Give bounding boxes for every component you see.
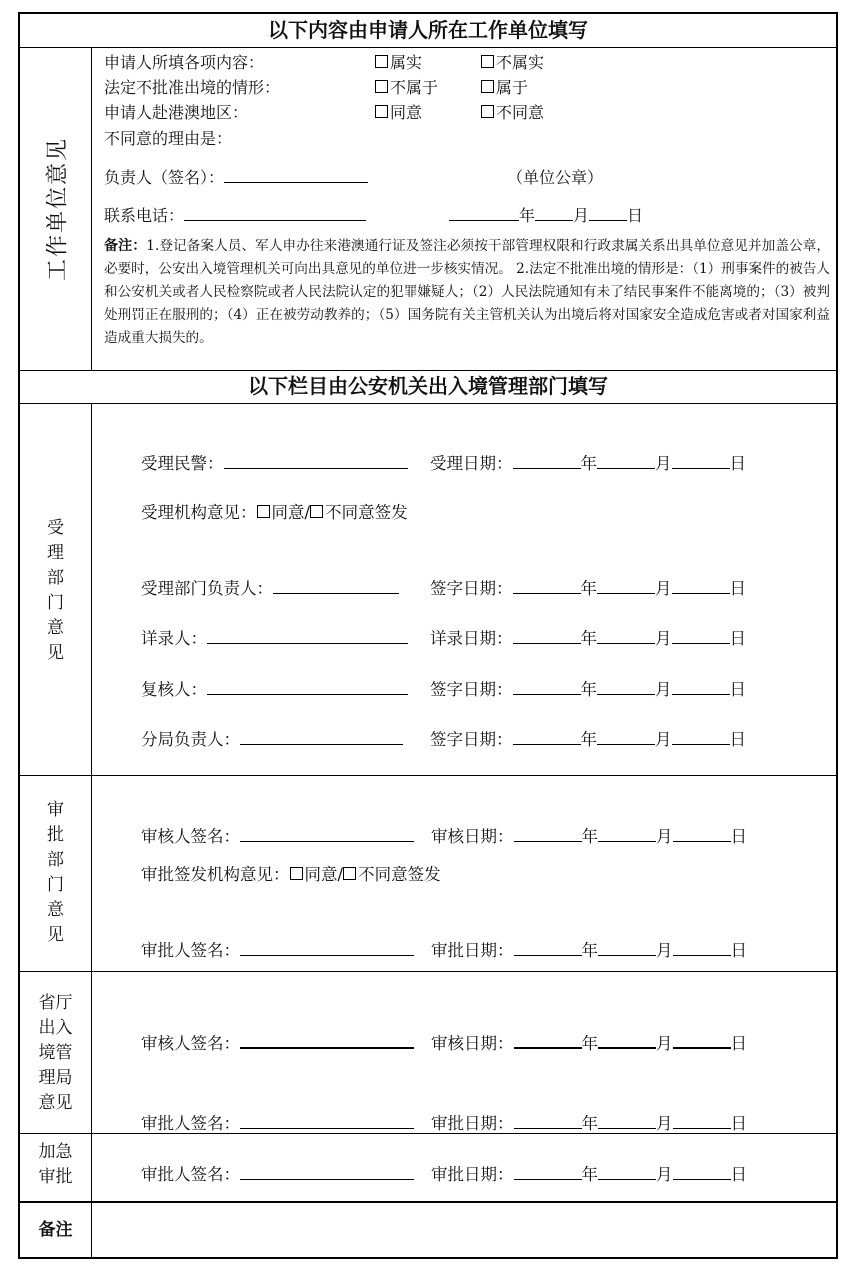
- approve-side-char: 意: [47, 900, 64, 920]
- urgent-approver-row: [141, 1161, 414, 1185]
- accept-side-char: 意: [47, 618, 64, 638]
- approver-month-field[interactable]: [598, 939, 656, 956]
- option-disagree-label: 不同意: [496, 103, 545, 122]
- year-label: 年: [580, 629, 597, 648]
- option-untrue[interactable]: [481, 50, 544, 73]
- urgent-approval-section: [20, 1134, 836, 1203]
- option-agree[interactable]: [375, 100, 422, 123]
- checkbox-untrue[interactable]: [481, 55, 494, 68]
- dept-head-field[interactable]: [273, 577, 399, 594]
- approve-review-month-field[interactable]: [598, 825, 656, 842]
- year-label: 年: [580, 454, 597, 473]
- day-label: 日: [730, 1165, 747, 1184]
- province-bureau-section: [20, 972, 836, 1134]
- record-date-row: [430, 625, 746, 649]
- province-approver-field[interactable]: [240, 1112, 414, 1129]
- accept-side-char: 理: [47, 543, 64, 563]
- province-reviewer-row: [141, 1030, 414, 1054]
- accept-side-char: 部: [47, 568, 64, 588]
- travel-consent-label: 申请人赴港澳地区：: [104, 103, 249, 122]
- application-form: [18, 12, 838, 1259]
- checker-field[interactable]: [207, 678, 408, 695]
- reviewer-label: 审核人签名：: [141, 827, 240, 846]
- unit-month-label: 月: [573, 206, 590, 225]
- province-side-label-cell: [20, 972, 92, 1133]
- checker-label: 复核人：: [141, 680, 207, 699]
- remark-side-label: 备注: [38, 1220, 73, 1240]
- sign-date-label: 签字日期：: [430, 730, 513, 749]
- note-text: 1.登记备案人员、军人申办往来港澳通行证及签注必须按干部管理权限和行政隶属关系出具单位意见并加盖公章，必要时，公安出入境管理机关可向出具意见的单位进一步核实情况。 2.法定不批准出境的情形是：（1）刑事案件的被告人和公安机关或者人民检察院或者人民法院认定的犯罪嫌疑人；（2）人民法院通知有未了结民事案件不能离境的；（3）被判处刑罚正在服刑的；（4）正在被劳动教养的；（5）国务院有关主管机关认为出境后将对国家安全造成危害或者对国家利益造成重大损失的。: [104, 238, 831, 346]
- day-label: 日: [730, 941, 747, 960]
- accept-dept-section: [20, 404, 836, 776]
- record-date-label: 详录日期：: [430, 629, 513, 648]
- branch-head-row: [141, 726, 403, 750]
- dept-head-date-row: [430, 575, 746, 599]
- month-label: 月: [655, 629, 672, 648]
- approve-date-label: 审批日期：: [431, 1165, 514, 1184]
- accept-disagree-label: 不同意签发: [325, 503, 408, 522]
- month-label: 月: [655, 680, 672, 699]
- province-review-date-row: [431, 1030, 747, 1054]
- approver-field[interactable]: [240, 939, 414, 956]
- accept-opinion-label: 受理机构意见：: [141, 503, 257, 522]
- checkbox-not-belong[interactable]: [375, 80, 388, 93]
- accept-officer-field[interactable]: [224, 452, 408, 469]
- accept-side-char: 受: [47, 518, 64, 538]
- branch-head-label: 分局负责人：: [141, 730, 240, 749]
- section1-note: [104, 235, 830, 350]
- year-label: 年: [581, 1114, 598, 1133]
- unit-year-label: 年: [519, 206, 536, 225]
- checkbox-agree[interactable]: [375, 105, 388, 118]
- accept-disagree-checkbox[interactable]: [310, 505, 323, 518]
- year-label: 年: [580, 680, 597, 699]
- option-not-belong[interactable]: [375, 75, 438, 98]
- accept-agree-label: 同意/: [271, 503, 311, 522]
- province-side-line: 出入: [38, 1018, 73, 1038]
- content-truth-row: [104, 50, 264, 73]
- unit-month-field[interactable]: [535, 204, 573, 221]
- accept-side-char: 见: [47, 643, 64, 663]
- approver-row: [141, 937, 414, 961]
- day-label: 日: [729, 579, 746, 598]
- approver-label: 审批人签名：: [141, 1165, 240, 1184]
- dept-head-month-field[interactable]: [597, 577, 655, 594]
- approve-dept-section: [20, 776, 836, 972]
- legal-restriction-label: 法定不批准出境的情形：: [104, 78, 281, 97]
- approve-dept-side-label-cell: [20, 776, 92, 971]
- approver-label: 审批人签名：: [141, 1114, 240, 1133]
- month-label: 月: [655, 579, 672, 598]
- person-in-charge-row: [104, 165, 368, 188]
- province-side-line: 境管: [38, 1043, 73, 1063]
- work-unit-opinion-section: [20, 48, 836, 371]
- checker-row: [141, 676, 408, 700]
- approve-date-label: 审批日期：: [431, 1114, 514, 1133]
- legal-restriction-row: [104, 75, 280, 98]
- approve-side-char: 见: [47, 925, 64, 945]
- sign-date-label: 签字日期：: [430, 680, 513, 699]
- travel-consent-row: [104, 100, 248, 123]
- accept-dept-side-label-cell: [20, 404, 92, 775]
- approve-reviewer-row: [141, 823, 414, 847]
- phone-row: [104, 203, 366, 226]
- branch-month-field[interactable]: [597, 728, 655, 745]
- recorder-row: [141, 625, 408, 649]
- record-month-field[interactable]: [597, 627, 655, 644]
- section1-header-text: 以下内容由申请人所在工作单位填写: [268, 18, 588, 42]
- dept-head-row: [141, 575, 399, 599]
- month-label: 月: [656, 941, 673, 960]
- accept-officer-row: [141, 450, 408, 474]
- section2-header: [20, 371, 836, 404]
- checker-date-row: [430, 676, 746, 700]
- province-side-line: 理局: [38, 1068, 73, 1088]
- urgent-month-field[interactable]: [598, 1163, 656, 1180]
- province-reviewer-field[interactable]: [240, 1031, 414, 1049]
- month-label: 月: [656, 827, 673, 846]
- approve-date-label: 审批日期：: [431, 941, 514, 960]
- approve-disagree-checkbox[interactable]: [343, 867, 356, 880]
- day-label: 日: [730, 827, 747, 846]
- approve-agree-checkbox[interactable]: [290, 867, 303, 880]
- province-review-year-field[interactable]: [514, 1031, 582, 1049]
- reviewer-label: 审核人签名：: [141, 1034, 240, 1053]
- record-year-field[interactable]: [513, 627, 581, 644]
- approve-review-day-field[interactable]: [673, 825, 731, 842]
- review-date-label: 审核日期：: [431, 1034, 514, 1053]
- accept-dept-side-label: [20, 516, 91, 666]
- record-day-field[interactable]: [672, 627, 730, 644]
- approve-disagree-label: 不同意签发: [358, 865, 441, 884]
- recorder-label: 详录人：: [141, 629, 207, 648]
- person-in-charge-signature-field[interactable]: [224, 166, 368, 183]
- approve-side-char: 批: [47, 825, 64, 845]
- accept-date-row: [430, 450, 746, 474]
- dept-head-label: 受理部门负责人：: [141, 579, 273, 598]
- day-label: 日: [729, 629, 746, 648]
- accept-officer-label: 受理民警：: [141, 454, 224, 473]
- unit-day-field[interactable]: [589, 204, 627, 221]
- approver-date-row: [431, 937, 747, 961]
- urgent-day-field[interactable]: [673, 1163, 731, 1180]
- urgent-year-field[interactable]: [514, 1163, 582, 1180]
- checkbox-true[interactable]: [375, 55, 388, 68]
- unit-date-row[interactable]: [449, 203, 643, 226]
- approve-side-char: 审: [47, 800, 64, 820]
- unit-year-field[interactable]: [449, 204, 519, 221]
- year-label: 年: [580, 579, 597, 598]
- option-disagree[interactable]: [481, 100, 544, 123]
- recorder-field[interactable]: [207, 627, 408, 644]
- option-agree-label: 同意: [390, 103, 423, 122]
- unit-seal-label: （单位公章）: [507, 168, 604, 187]
- branch-head-field[interactable]: [240, 728, 403, 745]
- approver-label: 审批人签名：: [141, 941, 240, 960]
- province-approver-row: [141, 1110, 414, 1134]
- approve-review-date-row: [431, 823, 747, 847]
- work-unit-side-label: 工作单位意见: [45, 136, 70, 282]
- day-label: 日: [729, 730, 746, 749]
- accept-side-char: 门: [47, 593, 64, 613]
- approve-opinion-label: 审批签发机构意见：: [141, 865, 290, 884]
- year-label: 年: [580, 730, 597, 749]
- option-not-belong-label: 不属于: [390, 78, 439, 97]
- checkbox-disagree[interactable]: [481, 105, 494, 118]
- option-true-label: 属实: [390, 53, 423, 72]
- day-label: 日: [729, 454, 746, 473]
- province-approve-day-field[interactable]: [673, 1112, 731, 1129]
- accept-opinion-row: [141, 499, 408, 523]
- province-review-day-field[interactable]: [673, 1031, 731, 1049]
- branch-head-date-row: [430, 726, 746, 750]
- urgent-approve-date-row: [431, 1161, 747, 1185]
- year-label: 年: [581, 941, 598, 960]
- remark-field[interactable]: [93, 1203, 836, 1257]
- accept-date-label: 受理日期：: [430, 454, 513, 473]
- accept-day-field[interactable]: [672, 452, 730, 469]
- month-label: 月: [656, 1114, 673, 1133]
- approve-side-char: 门: [47, 875, 64, 895]
- day-label: 日: [730, 1114, 747, 1133]
- approve-side-char: 部: [47, 850, 64, 870]
- year-label: 年: [581, 827, 598, 846]
- urgent-side-line: 加急: [38, 1142, 73, 1162]
- province-side-line: 意见: [38, 1093, 73, 1113]
- option-true[interactable]: [375, 50, 422, 73]
- province-side-label: [20, 991, 91, 1116]
- person-in-charge-label: 负责人（签名）：: [104, 168, 225, 187]
- approver-day-field[interactable]: [673, 939, 731, 956]
- branch-day-field[interactable]: [672, 728, 730, 745]
- phone-label: 联系电话：: [104, 206, 185, 225]
- option-belong[interactable]: [481, 75, 528, 98]
- dept-head-day-field[interactable]: [672, 577, 730, 594]
- unit-day-label: 日: [627, 206, 644, 225]
- note-title: 备注：: [104, 238, 147, 254]
- section2-header-text: 以下栏目由公安机关出入境管理部门填写: [248, 374, 608, 398]
- phone-field[interactable]: [184, 204, 366, 221]
- month-label: 月: [655, 730, 672, 749]
- option-belong-label: 属于: [496, 78, 529, 97]
- checker-day-field[interactable]: [672, 678, 730, 695]
- province-side-line: 省厅: [38, 993, 73, 1013]
- urgent-side-label-cell: [20, 1134, 92, 1201]
- day-label: 日: [729, 680, 746, 699]
- accept-month-field[interactable]: [597, 452, 655, 469]
- urgent-approver-field[interactable]: [240, 1163, 414, 1180]
- accept-agree-checkbox[interactable]: [257, 505, 270, 518]
- checkbox-belong[interactable]: [481, 80, 494, 93]
- day-label: 日: [730, 1034, 747, 1053]
- dept-head-year-field[interactable]: [513, 577, 581, 594]
- province-review-month-field[interactable]: [598, 1031, 656, 1049]
- approve-opinion-row: [141, 861, 441, 885]
- urgent-side-line: 审批: [38, 1167, 73, 1187]
- approve-dept-side-label: [20, 798, 91, 948]
- urgent-side-label: [20, 1140, 91, 1190]
- disagree-reason-label: 不同意的理由是：: [104, 129, 233, 148]
- checker-year-field[interactable]: [513, 678, 581, 695]
- remark-side-label-cell: [20, 1203, 92, 1257]
- section1-header: [20, 14, 836, 48]
- month-label: 月: [655, 454, 672, 473]
- approve-reviewer-field[interactable]: [240, 825, 414, 842]
- content-truth-label: 申请人所填各项内容：: [104, 53, 265, 72]
- month-label: 月: [656, 1034, 673, 1053]
- province-approve-date-row: [431, 1110, 747, 1134]
- month-label: 月: [656, 1165, 673, 1184]
- accept-year-field[interactable]: [513, 452, 581, 469]
- sign-date-label: 签字日期：: [430, 579, 513, 598]
- year-label: 年: [581, 1034, 598, 1053]
- review-date-label: 审核日期：: [431, 827, 514, 846]
- year-label: 年: [581, 1165, 598, 1184]
- checker-month-field[interactable]: [597, 678, 655, 695]
- remark-section: [20, 1203, 836, 1257]
- option-untrue-label: 不属实: [496, 53, 545, 72]
- work-unit-side-label-cell: [20, 48, 92, 370]
- province-approve-month-field[interactable]: [598, 1112, 656, 1129]
- branch-year-field[interactable]: [513, 728, 581, 745]
- province-approve-year-field[interactable]: [514, 1112, 582, 1129]
- approver-year-field[interactable]: [514, 939, 582, 956]
- approve-review-year-field[interactable]: [514, 825, 582, 842]
- approve-agree-label: 同意/: [304, 865, 344, 884]
